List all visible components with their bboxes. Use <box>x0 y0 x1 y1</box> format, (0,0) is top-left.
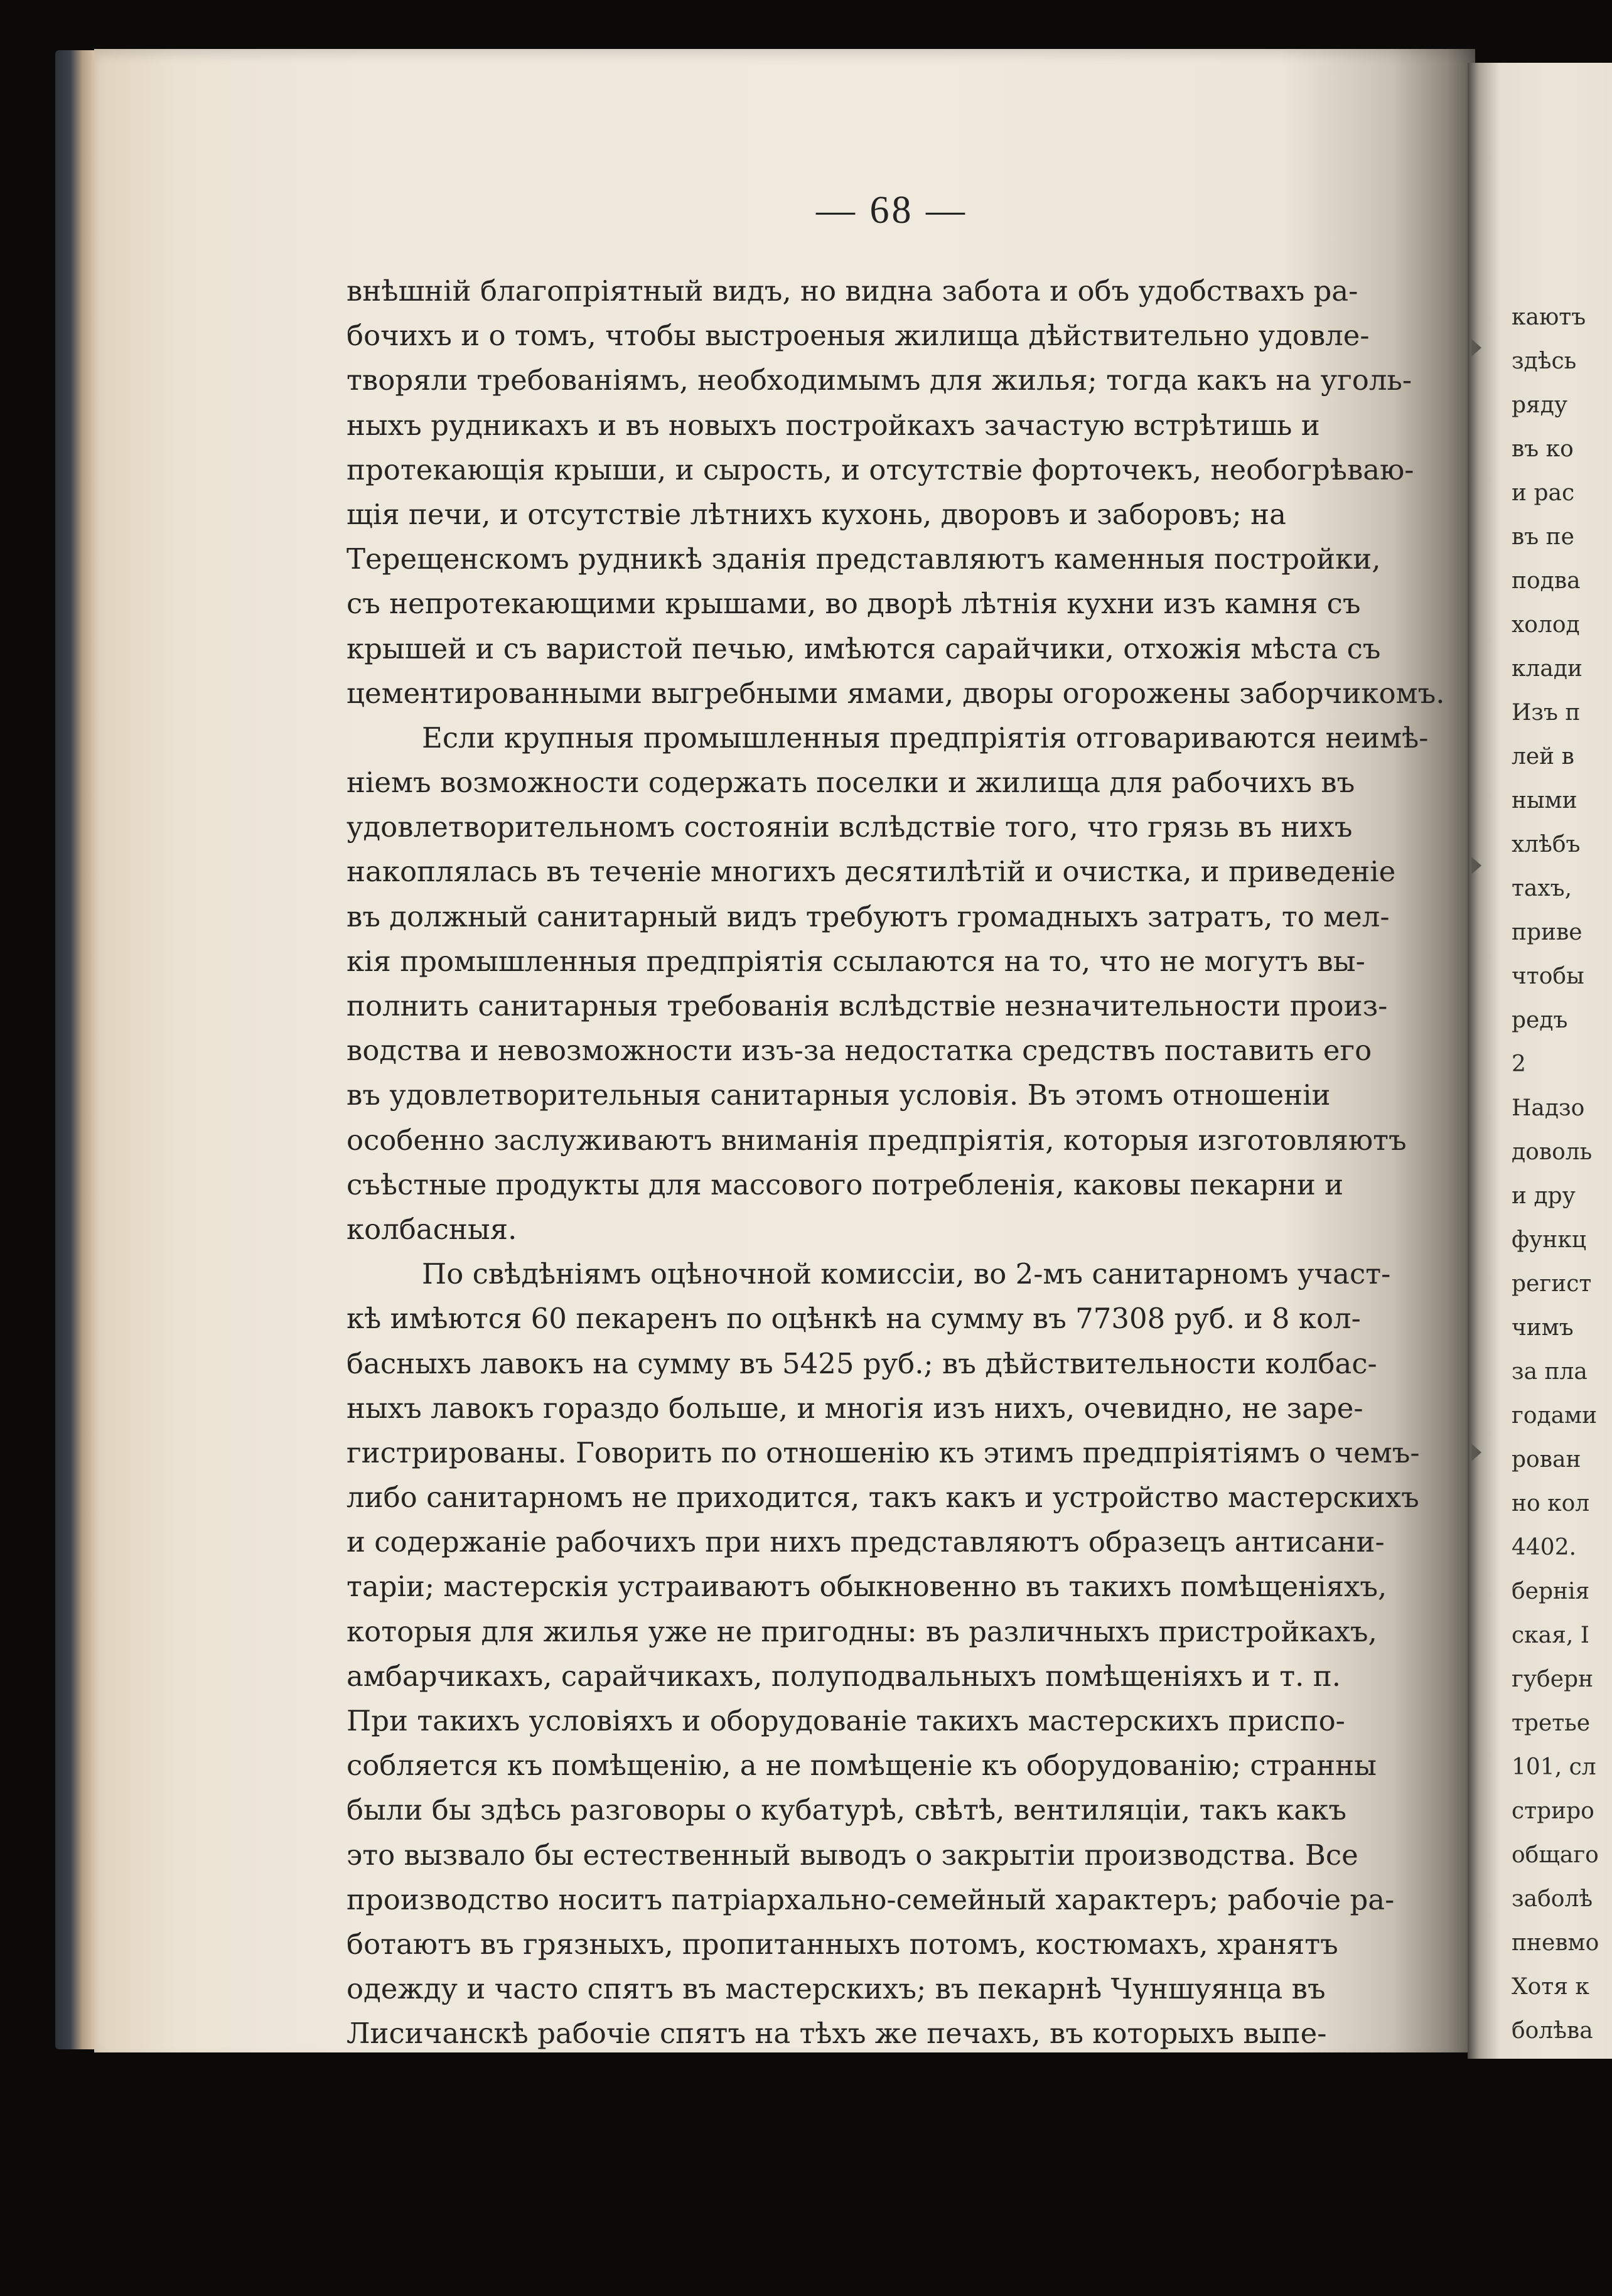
facing-text-line: каютъ <box>1512 304 1586 330</box>
text-line: Лисичанскѣ рабочіе спятъ на тѣхъ же печахъ, въ которыхъ выпе- <box>347 2017 1327 2051</box>
facing-text-line: годами <box>1512 1403 1598 1429</box>
text-line: и содержаніе рабочихъ при нихъ представляютъ образецъ антисани- <box>347 1525 1385 1559</box>
facing-text-line: за пла <box>1512 1359 1588 1385</box>
facing-text-line: въ ко <box>1512 436 1574 462</box>
page-number: — 68 — <box>816 189 967 232</box>
text-line: цементированными выгребными ямами, дворы огорожены заборчикомъ. <box>347 676 1445 710</box>
facing-text-line: въ пе <box>1512 524 1574 550</box>
facing-text-line: приве <box>1512 920 1582 945</box>
text-line: въ должный санитарный видъ требуютъ громадныхъ затратъ, то мел- <box>347 899 1390 933</box>
text-line: кія промышленныя предпріятія ссылаются на то, что не могутъ вы- <box>347 944 1365 978</box>
facing-text-line: заболѣ <box>1512 1886 1593 1912</box>
text-line: особенно заслуживаютъ вниманія предпріятія, которыя изготовляютъ <box>347 1123 1407 1157</box>
page-tab-marker <box>1471 1444 1481 1461</box>
text-line: Терещенскомъ рудникѣ зданія представляютъ каменныя постройки, <box>347 542 1381 576</box>
text-line: ныхъ лавокъ гораздо больше, и многія изъ нихъ, очевидно, не заре- <box>347 1391 1363 1425</box>
facing-text-line: третье <box>1512 1710 1591 1736</box>
page-tab-marker <box>1471 339 1481 357</box>
facing-text-line: здѣсь <box>1512 348 1577 374</box>
facing-text-line: болѣва <box>1512 2018 1593 2044</box>
text-line: протекающія крыши, и сырость, и отсутствіе форточекъ, необогрѣваю- <box>347 453 1414 486</box>
facing-text-line: бернія <box>1512 1579 1590 1604</box>
facing-text-line: общаго <box>1512 1842 1599 1868</box>
text-line: собляется къ помѣщенію, а не помѣщеніе къ оборудованію; странны <box>347 1749 1377 1783</box>
text-line: въ удовлетворительныя санитарныя условія. Въ этомъ отношеніи <box>347 1078 1331 1112</box>
text-line: накоплялась въ теченіе многихъ десятилѣтій и очистка, и приведеніе <box>347 855 1396 889</box>
facing-text-line: ряду <box>1512 392 1568 418</box>
text-line: ніемъ возможности содержать поселки и жилища для рабочихъ въ <box>347 766 1355 800</box>
text-line: крышей и съ варистой печью, имѣются сарайчики, отхожія мѣста съ <box>347 631 1381 665</box>
text-line: ботаютъ въ грязныхъ, пропитанныхъ потомъ, костюмахъ, хранятъ <box>347 1927 1338 1961</box>
facing-text-line: чтобы <box>1512 963 1584 989</box>
facing-text-line: Надзо <box>1512 1095 1585 1121</box>
facing-text-line: лей в <box>1512 744 1574 770</box>
text-line: кѣ имѣются 60 пекаренъ по оцѣнкѣ на сумму въ 77308 руб. и 8 кол- <box>347 1302 1361 1336</box>
facing-text-line: хлѣбъ <box>1512 832 1581 857</box>
text-line: одежду и часто спятъ въ мастерскихъ; въ пекарнѣ Чуншуянца въ <box>347 1972 1326 2006</box>
facing-text-line: ская, I <box>1512 1623 1589 1648</box>
facing-text-line: холод <box>1512 612 1580 638</box>
facing-text-line: 2 <box>1512 1051 1526 1077</box>
text-line: ныхъ рудникахъ и въ новыхъ постройкахъ зачастую встрѣтишь и <box>347 408 1320 442</box>
facing-text-line: стриро <box>1512 1798 1594 1824</box>
text-line: При такихъ условіяхъ и оборудованіе такихъ мастерскихъ приспо- <box>347 1704 1345 1737</box>
facing-text-line: ными <box>1512 788 1577 813</box>
facing-text-line: регист <box>1512 1271 1592 1297</box>
text-line: либо санитарномъ не приходится, такъ какъ и устройство мастерскихъ <box>347 1481 1419 1515</box>
facing-text-line: тахъ, <box>1512 876 1572 901</box>
text-line: По свѣдѣніямъ оцѣночной комиссіи, во 2-мъ санитарномъ участ- <box>422 1257 1391 1291</box>
text-line: творяли требованіямъ, необходимымъ для жилья; тогда какъ на уголь- <box>347 363 1412 397</box>
text-line: колбасныя. <box>347 1212 517 1246</box>
facing-text-line: доволь <box>1512 1139 1593 1165</box>
facing-text-line: пневмо <box>1512 1930 1599 1956</box>
facing-text-line: 4402. <box>1512 1535 1577 1560</box>
body-text <box>347 269 1458 2056</box>
text-line: амбарчикахъ, сарайчикахъ, полуподвальныхъ помѣщеніяхъ и т. п. <box>347 1659 1341 1693</box>
text-line: были бы здѣсь разговоры о кубатурѣ, свѣтѣ, вентиляціи, такъ какъ <box>347 1793 1346 1827</box>
facing-text-line: чимъ <box>1512 1315 1574 1341</box>
facing-text-line: 101, сл <box>1512 1754 1596 1780</box>
right-page <box>1468 63 1612 2059</box>
text-line: производство носитъ патріархально-семейный характеръ; рабочіе ра- <box>347 1882 1395 1916</box>
facing-text-line: и рас <box>1512 480 1575 506</box>
text-line: которыя для жилья уже не пригодны: въ различныхъ пристройкахъ, <box>347 1614 1377 1648</box>
text-line: съ непротекающими крышами, во дворѣ лѣтнія кухни изъ камня съ <box>347 587 1361 621</box>
page-tab-marker <box>1471 857 1481 874</box>
facing-text-line: Изъ п <box>1512 700 1581 726</box>
text-line: это вызвало бы естественный выводъ о закрытіи производства. Все <box>347 1838 1358 1872</box>
facing-text-line: и дру <box>1512 1183 1576 1209</box>
facing-text-line: функц <box>1512 1227 1587 1253</box>
text-line: басныхъ лавокъ на сумму въ 5425 руб.; въ дѣйствительности колбас- <box>347 1346 1377 1380</box>
facing-text-line: губерн <box>1512 1666 1594 1692</box>
text-line: гистрированы. Говорить по отношенію къ этимъ предпріятіямъ о чемъ- <box>347 1435 1420 1469</box>
facing-text-line: подва <box>1512 568 1581 594</box>
text-line: полнить санитарныя требованія вслѣдствіе незначительности произ- <box>347 989 1388 1022</box>
facing-text-line: рован <box>1512 1447 1581 1473</box>
text-line: бочихъ и о томъ, чтобы выстроеныя жилища дѣйствительно удовле- <box>347 319 1370 353</box>
text-line: водства и невозможности изъ-за недостатка средствъ поставить его <box>347 1034 1372 1068</box>
facing-text-line: но кол <box>1512 1491 1590 1516</box>
text-line: Если крупныя промышленныя предпріятія отговариваются неимѣ- <box>422 721 1429 754</box>
text-line: удовлетворительномъ состояніи вслѣдствіе того, что грязь въ нихъ <box>347 810 1353 844</box>
facing-text-line: клади <box>1512 656 1582 682</box>
facing-text-line: Хотя к <box>1512 1974 1589 2000</box>
text-line: таріи; мастерскія устраиваютъ обыкновенно въ такихъ помѣщеніяхъ, <box>347 1570 1387 1604</box>
text-line: внѣшній благопріятный видъ, но видна забота и объ удобствахъ ра- <box>347 274 1358 308</box>
facing-text-line: редъ <box>1512 1007 1568 1033</box>
text-line: съѣстные продукты для массового потребленія, каковы пекарни и <box>347 1167 1344 1201</box>
text-line: щія печи, и отсутствіе лѣтнихъ кухонь, дворовъ и заборовъ; на <box>347 497 1286 531</box>
